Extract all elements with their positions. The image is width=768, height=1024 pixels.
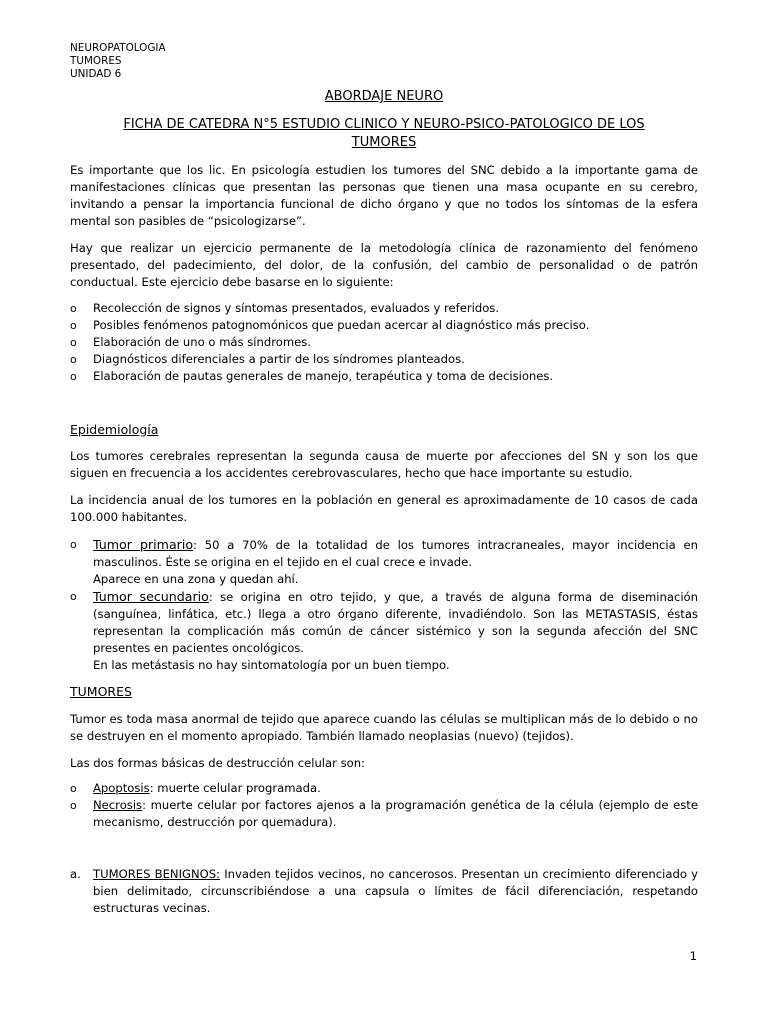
list-item: o Posibles fenómenos patognomónicos que puedan acercar al diagnóstico más preciso. (70, 318, 590, 332)
tumor-class-list (70, 866, 698, 917)
term-tumores-benignos: TUMORES BENIGNOS: (93, 867, 221, 881)
method-list (70, 300, 698, 385)
header-topic: TUMORES (70, 55, 122, 67)
section-heading-epidemiologia: Epidemiología (70, 422, 159, 437)
document-title: ABORDAJE NEURO (324, 89, 444, 104)
bullet-icon: o (70, 370, 77, 383)
cell-destruction-list (70, 780, 698, 831)
list-marker: a. (70, 867, 81, 881)
intro-paragraph-1: Es importante que los lic. En psicología estudien los tumores del SNC debido a la importante gama de manifestaciones clínicas que presentan las personas que tienen una masa ocupante en su cerebro, invitando a pensar la importancia funcional de dicho órgano y que no todos los síntomas de la esfera mental son pasibles de “psicologizarse”. (70, 163, 698, 228)
term-apoptosis: Apoptosis (93, 781, 150, 795)
list-item: o Elaboración de uno o más síndromes. (70, 335, 311, 349)
header-unit: UNIDAD 6 (70, 68, 122, 80)
page-number: 1 (689, 949, 697, 963)
header-course: NEUROPATOLOGIA (70, 42, 166, 54)
bullet-icon: o (70, 799, 77, 812)
document-subtitle: FICHA DE CATEDRA N°5 ESTUDIO CLINICO Y NEURO-PSICO-PATOLOGICO DE LOS TUMORES (123, 117, 645, 150)
bullet-icon: o (70, 319, 77, 332)
tumores-paragraph-2: Las dos formas básicas de destrucción celular son: (70, 756, 365, 770)
bullet-icon: o (70, 353, 77, 366)
document-header (70, 42, 370, 81)
bullet-icon: o (70, 336, 77, 349)
intro-paragraph-2: Hay que realizar un ejercicio permanente de la metodología clínica de razonamiento del fenómeno presentado, del padecimiento, del dolor, de la confusión, del cambio de personalidad o de patrón conductual. Este ejercicio debe basarse en lo siguiente: (70, 241, 698, 289)
list-item-tumor-secundario: o Tumor secundario: se origina en otro tejido, y que, a través de alguna forma de diseminación (sanguínea, linfática, etc.) llega a otro órgano diferente, invadiéndolo. Son las METASTASIS, éstas representan la complicación más común de cáncer sistémico y son la segunda afección del SNC presentes en pacientes oncológicos. En las metástasis no hay sintomatología por un buen tiempo. (70, 589, 698, 672)
bullet-icon: o (70, 302, 77, 315)
bullet-icon: o (70, 538, 77, 551)
list-item: o Recolección de signos y síntomas presentados, evaluados y referidos. (70, 301, 500, 315)
tumores-paragraph-1: Tumor es toda masa anormal de tejido que aparece cuando las células se multiplican más de lo debido o no se destruyen en el momento apropiado. También llamado neoplasias (nuevo) (tejidos). (70, 712, 698, 743)
list-item-necrosis: o Necrosis: muerte celular por factores ajenos a la programación genética de la célula (ejemplo de este mecanismo, destrucción por quemadura). (70, 798, 698, 829)
list-item: o Elaboración de pautas generales de manejo, terapéutica y toma de decisiones. (70, 369, 554, 383)
list-item-tumores-benignos: a. TUMORES BENIGNOS: Invaden tejidos vecinos, no cancerosos. Presentan un crecimiento diferenciado y bien delimitado, circunscribiéndose a una capsula o límites de fácil diferenciación, respetando estructuras vecinas. (70, 867, 698, 915)
epidemiologia-paragraph-2: La incidencia anual de los tumores en la población en general es aproximadamente de 10 casos de cada 100.000 habitantes. (70, 493, 698, 524)
section-heading-tumores: TUMORES (70, 684, 132, 699)
list-item: o Diagnósticos diferenciales a partir de los síndromes planteados. (70, 352, 465, 366)
tumor-type-list (70, 536, 698, 674)
term-tumor-primario: Tumor primario (93, 537, 194, 552)
list-item-apoptosis: o Apoptosis: muerte celular programada. (70, 781, 321, 795)
list-item-tumor-primario: o Tumor primario: 50 a 70% de la totalidad de los tumores intracraneales, mayor incidencia en masculinos. Éste se origina en el tejido en el cual crece e invade. Aparece en una zona y quedan ahí. (70, 537, 699, 586)
epidemiologia-paragraph-1: Los tumores cerebrales representan la segunda causa de muerte por afecciones del SN y son los que siguen en frecuencia a los accidentes cerebrovasculares, hecho que hace importante su estudio. (70, 449, 698, 480)
bullet-icon: o (70, 590, 77, 603)
term-necrosis: Necrosis (93, 798, 143, 812)
term-tumor-secundario: Tumor secundario (93, 589, 209, 604)
bullet-icon: o (70, 782, 77, 795)
